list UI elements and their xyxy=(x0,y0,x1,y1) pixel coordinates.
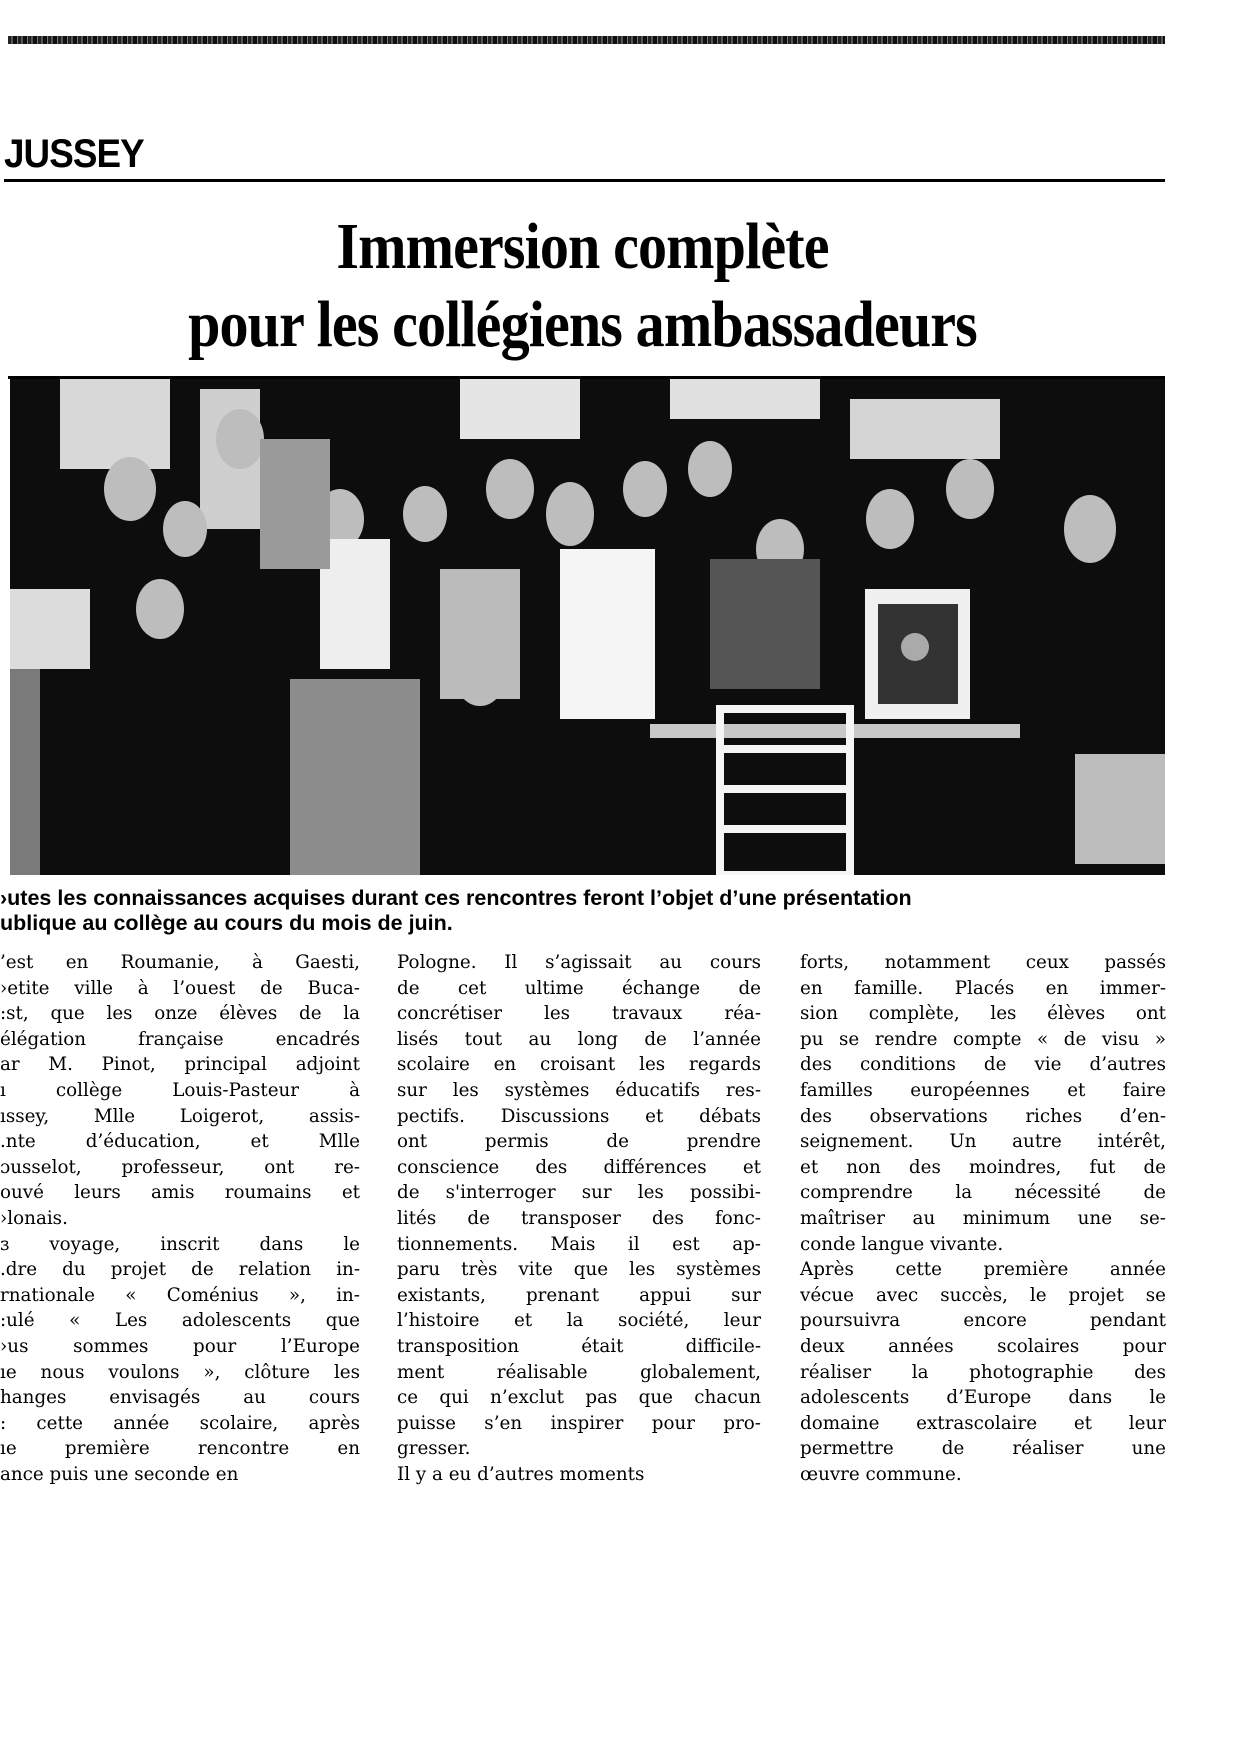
article-text-line: comprendre la nécessité de xyxy=(800,1182,1166,1204)
article-text-line: de s'interroger sur les possibi- xyxy=(397,1182,761,1204)
article-text-line: .dre du projet de relation in- xyxy=(0,1259,360,1281)
article-text-line: élégation française encadrés xyxy=(0,1028,360,1050)
article-text-line: ont permis de prendre xyxy=(397,1131,761,1153)
article-text-line: familles européennes et faire xyxy=(800,1079,1166,1101)
article-text-line: Il y a eu d’autres moments xyxy=(397,1463,645,1485)
article-text-line: des conditions de vie d’autres xyxy=(800,1054,1166,1076)
article-text-line: : cette année scolaire, après xyxy=(0,1412,360,1434)
top-rule xyxy=(8,36,1165,44)
article-text-line: de cet ultime échange de xyxy=(397,977,761,999)
headline xyxy=(70,208,1095,364)
article-text-line: Pologne. Il s’agissait au cours xyxy=(397,952,761,973)
article-text-line: lisés tout au long de l’année xyxy=(397,1028,761,1050)
article-text-line: concrétiser les travaux réa- xyxy=(397,1003,761,1025)
article-text-line: ’est en Roumanie, à Gaesti, xyxy=(0,952,360,973)
article-column-1 xyxy=(0,950,360,1487)
article-text-line: et non des moindres, fut de xyxy=(800,1156,1166,1178)
article-text-line: ›lonais. xyxy=(0,1207,68,1229)
article-text-line: lités de transposer des fonc- xyxy=(397,1207,761,1229)
article-text-line: gresser. xyxy=(397,1438,471,1460)
article-text-line: ıe nous voulons », clôture les xyxy=(0,1361,360,1383)
article-text-line: hanges envisagés au cours xyxy=(0,1387,360,1409)
caption-line-1: ›utes les connaissances acquises durant ces rencontres feront l’objet d’une présentation xyxy=(0,886,912,910)
article-text-line: ment réalisable globalement, xyxy=(397,1361,761,1383)
article-text-line: deux années scolaires pour xyxy=(800,1335,1166,1357)
article-text-line: puisse s’en inspirer pour pro- xyxy=(397,1412,761,1434)
article-text-line: réaliser la photographie des xyxy=(800,1361,1166,1383)
article-text-line: ance puis une seconde en xyxy=(0,1463,239,1485)
article-text-line: pu se rendre compte « de visu » xyxy=(800,1028,1166,1050)
article-text-line: paru très vite que les systèmes xyxy=(397,1259,761,1281)
article-text-line: :ulé « Les adolescents que xyxy=(0,1310,360,1332)
article-text-line: ıssey, Mlle Loigerot, assis- xyxy=(0,1105,360,1127)
article-text-line: en famille. Placés en immer- xyxy=(800,977,1166,999)
caption-line-2: ublique au collège au cours du mois de juin. xyxy=(0,911,453,935)
headline-line-1: Immersion complète xyxy=(336,210,829,283)
article-text-line: tionnements. Mais il est ap- xyxy=(397,1233,761,1255)
article-text-line: sur les systèmes éducatifs res- xyxy=(397,1079,761,1101)
article-column-2 xyxy=(397,950,761,1487)
article-text-line: pectifs. Discussions et débats xyxy=(397,1105,761,1127)
photo-image-icon xyxy=(10,379,1165,875)
article-text-line: ɜ voyage, inscrit dans le xyxy=(0,1233,360,1255)
article-text-line: existants, prenant appui sur xyxy=(397,1284,761,1306)
article-text-line: Après cette première année xyxy=(800,1259,1166,1281)
photo-caption xyxy=(0,886,1170,936)
article-text-line: seignement. Un autre intérêt, xyxy=(800,1131,1166,1153)
article-text-line: .nte d’éducation, et Mlle xyxy=(0,1131,360,1153)
article-text-line: rnationale « Coménius », in- xyxy=(0,1284,360,1306)
article-text-line: maîtriser au minimum une se- xyxy=(800,1207,1166,1229)
article-text-line: adolescents d’Europe dans le xyxy=(800,1387,1166,1409)
article-text-line: des observations riches d’en- xyxy=(800,1105,1166,1127)
article-column-3 xyxy=(800,950,1166,1487)
article-text-line: ıe première rencontre en xyxy=(0,1438,360,1460)
article-text-line: ı collège Louis-Pasteur à xyxy=(0,1079,360,1101)
headline-line-2: pour les collégiens ambassadeurs xyxy=(188,288,977,361)
article-text-line: ce qui n’exclut pas que chacun xyxy=(397,1387,761,1409)
article-text-line: œuvre commune. xyxy=(800,1463,962,1485)
article-text-line: forts, notamment ceux passés xyxy=(800,952,1166,973)
article-text-line: conscience des différences et xyxy=(397,1156,761,1178)
section-label: JUSSEY xyxy=(4,132,144,176)
article-text-line: vécue avec succès, le projet se xyxy=(800,1284,1166,1306)
article-text-line: ›etite ville à l’ouest de Buca- xyxy=(0,977,360,999)
article-text-line: ouvé leurs amis roumains et xyxy=(0,1182,360,1204)
article-text-line: ar M. Pinot, principal adjoint xyxy=(0,1054,360,1076)
article-text-line: ɔusselot, professeur, ont re- xyxy=(0,1156,360,1178)
group-photo xyxy=(10,379,1165,875)
article-text-line: conde langue vivante. xyxy=(800,1233,1004,1255)
article-text-line: domaine extrascolaire et leur xyxy=(800,1412,1166,1434)
article-text-line: :st, que les onze élèves de la xyxy=(0,1003,360,1025)
section-divider xyxy=(4,179,1165,182)
article-text-line: scolaire en croisant les regards xyxy=(397,1054,761,1076)
article-text-line: permettre de réaliser une xyxy=(800,1438,1166,1460)
article-text-line: ›us sommes pour l’Europe xyxy=(0,1335,360,1357)
article-text-line: poursuivra encore pendant xyxy=(800,1310,1166,1332)
article-text-line: transposition était difficile- xyxy=(397,1335,761,1357)
article-text-line: sion complète, les élèves ont xyxy=(800,1003,1166,1025)
article-text-line: l’histoire et la société, leur xyxy=(397,1310,761,1332)
